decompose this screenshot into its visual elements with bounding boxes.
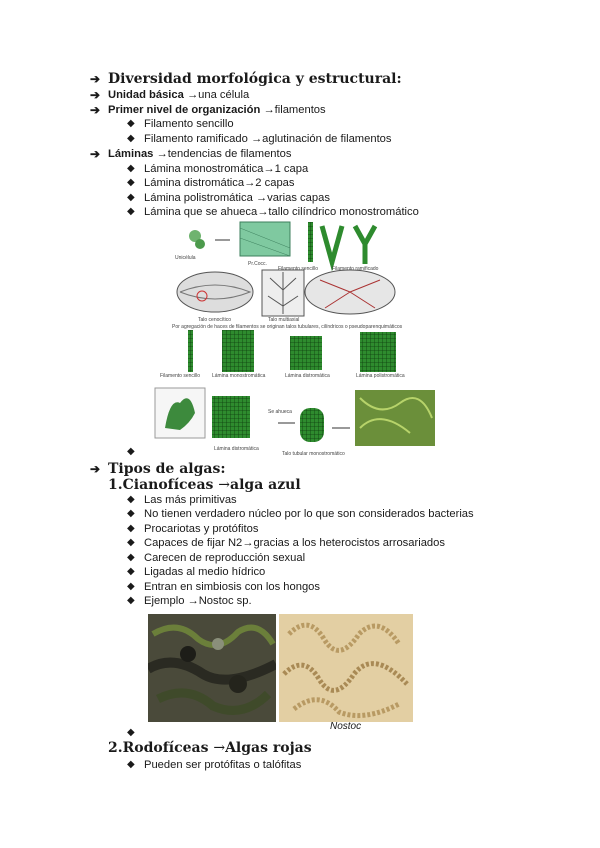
cell-colony-image (240, 222, 290, 256)
figure-label: Pr.Cocc. (248, 261, 267, 267)
list-item: Filamento sencillo (144, 118, 234, 130)
arrow-bullet-icon: ➔ (90, 147, 101, 161)
item-label: Unidad básica (108, 89, 184, 101)
figure-label: Filamento ramificado (332, 266, 379, 272)
figure-label: Se ahueca (268, 409, 292, 415)
simple-filament-drawing (308, 222, 313, 262)
figure-label: Talo cenocítico (198, 317, 232, 323)
arrow-bullet-icon: ➔ (90, 103, 101, 117)
nostoc-microscope-photo (279, 614, 413, 722)
diamond-bullet-icon: ◆ (127, 177, 135, 188)
heading-cianoficeas (108, 477, 301, 494)
diamond-bullet-icon: ◆ (127, 581, 135, 592)
figure-label: Filamento sencillo (278, 266, 319, 272)
diamond-bullet-icon: ◆ (127, 163, 135, 174)
distromatic-lamina-drawing (290, 336, 322, 370)
figure-label: Talo multiaxial (268, 317, 300, 323)
heading-arrow: → (213, 740, 226, 756)
item-text: →una célula (186, 89, 250, 101)
list-item: Lámina distromática→2 capas (144, 177, 295, 189)
figure-label: Lámina distromática (214, 446, 259, 452)
list-item: Ligadas al medio hídrico (144, 566, 266, 578)
list-item: Ejemplo →Nostoc sp. (144, 595, 252, 607)
list-item: Procariotas y protófitos (144, 523, 259, 535)
list-item: Las más primitivas (144, 494, 237, 506)
arrow-bullet-icon: ➔ (90, 72, 101, 86)
diamond-bullet-icon: ◆ (127, 192, 135, 203)
heading-tipos: Tipos de algas: (108, 461, 226, 477)
diamond-bullet-icon: ◆ (127, 523, 135, 534)
diamond-bullet-icon: ◆ (127, 206, 135, 217)
heading-name: Cianofíceas (122, 477, 214, 493)
nostoc-caption: Nostoc (330, 721, 362, 732)
item-unidad (108, 88, 249, 102)
list-item: Filamento ramificado →aglutinación de filamentos (144, 133, 392, 145)
arrow-bullet-icon: ➔ (90, 88, 101, 102)
item-label: Primer nivel de organización (108, 104, 261, 116)
diamond-bullet-icon: ◆ (127, 727, 135, 738)
monostromatic-lamina-drawing (222, 330, 254, 372)
polistromatic-lamina-drawing (360, 332, 396, 372)
figure-label: Lámina polistromática (356, 373, 405, 379)
list-item: Lámina que se ahueca→tallo cilíndrico monostromático (144, 206, 419, 218)
figure-label: Talo tubular monostromático (282, 451, 345, 457)
diamond-bullet-icon: ◆ (127, 552, 135, 563)
figure-caption: Por agregación de haces de filamentos se originan talos tubulares, cilíndricos o pseudoparenquimáticos (172, 324, 403, 330)
nostoc-field-photo (148, 614, 276, 722)
tubular-algae-photo (355, 390, 435, 446)
diamond-bullet-icon: ◆ (127, 118, 135, 129)
distromatic-lamina-drawing-2 (212, 396, 250, 438)
list-item: Lámina monostromática→1 capa (144, 163, 309, 175)
heading-arrow: → (218, 477, 231, 493)
diamond-bullet-icon: ◆ (127, 133, 135, 144)
list-item: Capaces de fijar N2→gracias a los heterocistos arrosariados (144, 537, 445, 549)
list-item: Pueden ser protófitas o talófitas (144, 759, 302, 771)
list-item: Entran en simbiosis con los hongos (144, 581, 320, 593)
morphology-figure (150, 218, 440, 454)
figure-label: Filamento sencillo (160, 373, 201, 379)
diamond-bullet-icon: ◆ (127, 759, 135, 770)
heading-desc: alga azul (230, 477, 301, 493)
heading-number: 2. (108, 740, 123, 756)
branched-filament-drawing (322, 226, 342, 262)
list-item: Lámina polistromática →varias capas (144, 192, 330, 204)
figure-label: Unicélula (175, 255, 196, 261)
diamond-bullet-icon: ◆ (127, 537, 135, 548)
heading-number: 1. (108, 477, 123, 493)
item-primer-nivel (108, 103, 326, 117)
figure-label: Lámina distromática (285, 373, 330, 379)
item-text: →filamentos (263, 104, 326, 116)
diamond-bullet-icon: ◆ (127, 566, 135, 577)
heading-diversidad: Diversidad morfológica y estructural: (108, 71, 402, 87)
arrow-bullet-icon: ➔ (90, 462, 101, 476)
item-laminas (108, 147, 291, 161)
figure-label: Lámina monostromática (212, 373, 266, 379)
list-item: Carecen de reproducción sexual (144, 552, 306, 564)
filament-drawing (188, 330, 193, 372)
tubular-thallus-drawing (300, 408, 324, 442)
item-text: →tendencias de filamentos (156, 148, 292, 160)
heading-desc: Algas rojas (225, 740, 312, 756)
unicell-drawing (189, 230, 205, 249)
heading-name: Rodofíceas (122, 740, 209, 756)
diamond-bullet-icon: ◆ (127, 595, 135, 606)
diamond-bullet-icon: ◆ (127, 446, 135, 457)
heading-rodoficeas (108, 740, 312, 757)
item-label: Láminas (108, 148, 154, 160)
diamond-bullet-icon: ◆ (127, 494, 135, 505)
diamond-bullet-icon: ◆ (127, 508, 135, 519)
cenocitic-thallus-drawing (177, 272, 253, 312)
list-item: No tienen verdadero núcleo por lo que son considerados bacterias (144, 508, 474, 520)
